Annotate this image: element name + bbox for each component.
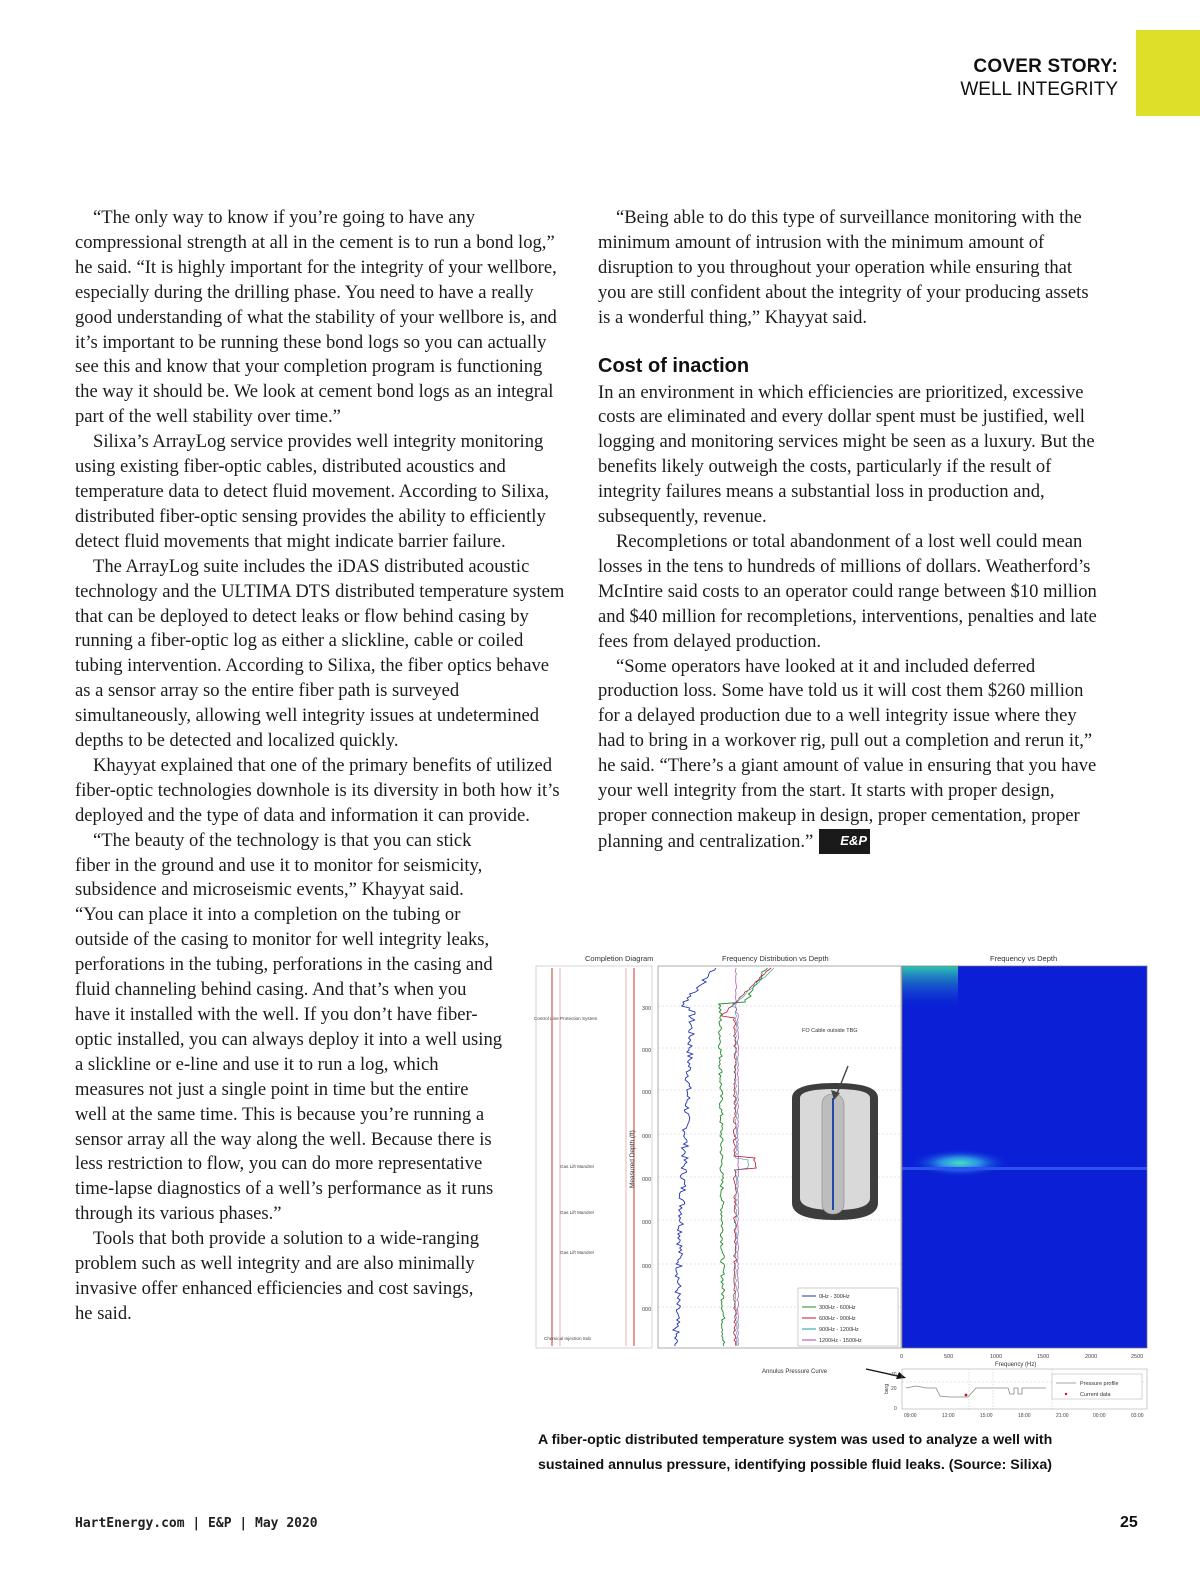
left-column [75,206,565,1327]
fo-cable-label: FO Cable outside TBG [802,1028,858,1034]
accent-bar [1136,30,1200,116]
time-tick: 18:00 [1018,1413,1031,1419]
time-tick: 03:00 [1131,1413,1144,1419]
paragraph [598,655,1098,855]
paragraph: The ArrayLog suite includes the iDAS distributed acoustic technology and the ULTIMA DTS distributed temperature system that can be deployed to detect leaks or flow behind casing by running a fiber-optic log as either a slickline, cable or coiled tubing intervention. According to Silixa, the fiber optics behave as a sensor array so the entire fiber path is surveyed simultaneously, allowing well integrity issues at undetermined depths to be detected and localized quickly. [75,555,565,752]
end-mark-logo: E&P [819,829,870,854]
time-tick: 12:00 [942,1413,955,1419]
paragraph: Khayyat explained that one of the primary benefits of utilized fiber-optic technologies downhole is its diversity in both how it’s deployed and the type of data and information it can provide. [75,754,560,826]
paragraph-text: “Some operators have looked at it and included deferred production loss. Some have told us it will cost them $260 million for a delayed production due to a well integrity issue where they had to bring in a workover rig, pull out a completion and rerun it,” he said. “There’s a giant amount of value in ensuring that you have your well integrity from the start. It starts with proper design, proper connection makeup in design, proper cementation, proper planning and centralization.” [598,655,1097,852]
depth-tick: 000 [642,1177,652,1183]
pointer-arrow-head [896,1372,906,1379]
paragraph: “The only way to know if you’re going to have any compressional strength at all in the cement is to run a bond log,” he said. “It is highly important for the integrity of your wellbore, especially during the drilling phase. You need to have a really good understanding of what the stability of your wellbore is, and it’s important to be running these bond logs so you can actually see this and know that your completion program is functioning the way it should be. We look at cement bond logs as an integral part of the well stability over time.” [75,207,557,428]
freq-tick: 2000 [1085,1354,1098,1360]
figure [530,948,1155,1423]
pressure-legend-label: Current data [1080,1392,1111,1398]
paragraph: Silixa’s ArrayLog service provides well integrity monitoring using existing fiber-optic cables, distributed acoustics and temperature data to detect fluid movement. According to Silixa, distributed fiber-optic sensing provides the ability to efficiently detect fluid movements that might indicate barrier failure. [75,431,549,552]
pressure-legend-swatch [1065,1393,1067,1395]
freq-tick: 1000 [990,1354,1003,1360]
time-tick: 09:00 [904,1413,917,1419]
page-number: 25 [1120,1514,1138,1531]
depth-tick: 000 [642,1090,652,1096]
trace-0-300hz [673,968,716,1346]
pressure-profile-line [906,1386,1046,1397]
pressure-legend-label: Pressure profile [1080,1381,1119,1387]
depth-tick: 000 [642,1264,652,1270]
completion-label: Gas Lift Mandrel [560,1210,594,1215]
depth-tick: 300 [642,1006,652,1012]
right-column [598,206,1098,855]
time-tick: 21:00 [1056,1413,1069,1419]
paragraph: In an environment in which efficiencies are prioritized, excessive costs are eliminated and every dollar spent must be justified, well logging and monitoring services might be seen as a luxury. But the benefits likely outweigh the costs, particularly if the result of integrity failures means a substantial loss in production and, subsequently, revenue. [598,381,1095,528]
freq-axis-label: Frequency (Hz) [995,1362,1037,1368]
freq-legend [798,1288,898,1346]
pressure-ytick: 20 [891,1386,897,1392]
depth-tick: 000 [642,1220,652,1226]
section-header [960,56,1118,102]
legend-label: 300Hz - 600Hz [819,1305,856,1311]
depth-tick: 000 [642,1307,652,1313]
freq-depth-title: Frequency vs Depth [990,954,1058,963]
paragraph: “Being able to do this type of surveillance monitoring with the minimum amount of intrusion with the minimum amount of disruption to you throughout your operation while ensuring that you are still confident about the integrity of your producing assets is a wonderful thing,” Khayyat said. [598,207,1089,328]
cable-illustration [792,1066,878,1220]
legend-label: 900Hz - 1200Hz [819,1327,859,1333]
depth-axis-label: Measured Depth (ft) [629,1130,636,1188]
pressure-title: Annulus Pressure Curve [762,1369,828,1375]
time-tick: 15:00 [980,1413,993,1419]
legend-label: 600Hz - 900Hz [819,1316,856,1322]
figure-caption: A fiber-optic distributed temperature system was used to analyze a well with sustained annulus pressure, identifying possible fluid leaks. (Source: Silixa) [538,1432,1053,1473]
completion-label: Gas Lift Mandrel [560,1250,594,1255]
completion-title: Completion Diagram [585,954,654,963]
freq-tick: 0 [900,1354,904,1360]
footer-publication: HartEnergy.com | E&P | May 2020 [75,1516,318,1531]
freq-tick: 2500 [1131,1354,1144,1360]
pressure-ylabel: barg [884,1383,890,1394]
paragraph: Recompletions or total abandonment of a lost well could mean losses in the tens to hundreds of millions of dollars. Weatherford’s McIntire said costs to an operator could range between $10 million and $40 million for recompletions, interventions, penalties and late fees from delayed production. [598,530,1097,652]
depth-tick: 000 [642,1134,652,1140]
figure-graphic [530,948,1155,1423]
completion-label: Gas Lift Mandrel [560,1164,594,1169]
pointer-arrow-shaft [866,1369,902,1377]
trace-600-900hz [722,968,772,1346]
header-kicker: COVER STORY: [973,56,1118,77]
freq-tick: 1500 [1037,1354,1050,1360]
paragraph: Tools that both provide a solution to a wide-ranging problem such as well integrity and are also minimally invasive offer enhanced efficiencies and cost savings, he said. [75,1228,480,1324]
paragraph: “The beauty of the technology is that you can stick fiber in the ground and use it to monitor for seismicity, subsidence and microseismic events,” Khayyat said. “You can place it into a completion on the tubing or outside of the casing to monitor for well integrity leaks, perforations in the tubing, perforations in the casing and fluid channeling behind casing. And that’s when you have it installed with the well. If you don’t have fiber-optic installed, you can always deploy it into a well using a slickline or e-line and use it to run a log, which measures not just a single point in time but the entire well at the same time. This is because you’re running a sensor array all the way along the well. Because there is less restriction to flow, you can do more representative time-lapse diagnostics of a well’s performance as it runs through its various phases.” [75,829,503,1225]
frequency-heatmap [902,966,1147,1348]
freq-tick: 500 [944,1354,954,1360]
legend-label: 0Hz - 300Hz [819,1294,850,1300]
subhead: Cost of inaction [598,354,750,377]
depth-tick: 000 [642,1048,652,1054]
legend-label: 1200Hz - 1500Hz [819,1338,862,1344]
time-tick: 00:00 [1093,1413,1106,1419]
freq-dist-title: Frequency Distribution vs Depth [722,954,829,963]
completion-label: Control Line Protection System [534,1016,598,1021]
completion-label: Chemical Injection Sub [544,1336,591,1341]
pressure-ytick: 40 [891,1372,897,1378]
pressure-ytick: 0 [894,1406,897,1412]
header-section: WELL INTEGRITY [960,79,1118,100]
current-data-point [965,1394,968,1397]
